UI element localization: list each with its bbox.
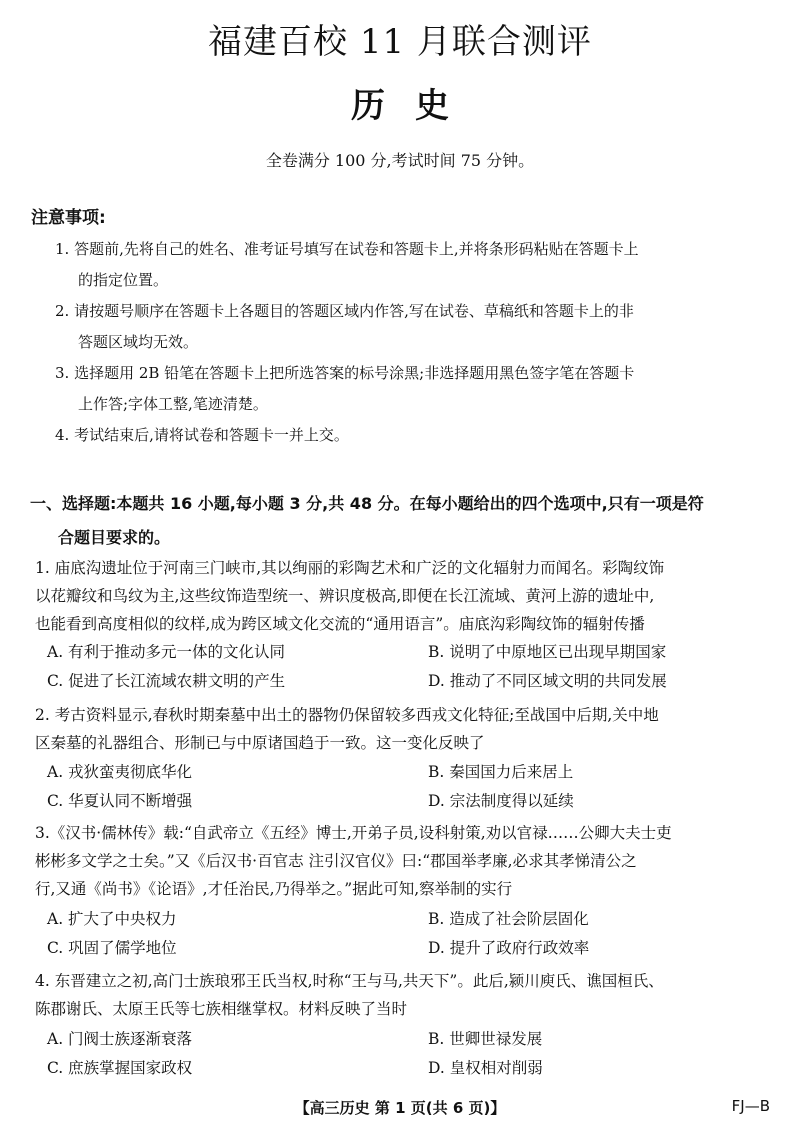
- notice-heading: 注意事项:: [31, 208, 106, 228]
- option-a: A. 门阀士族逐渐衰落: [47, 1030, 193, 1048]
- notice-item: [55, 420, 770, 451]
- stem-line: 以花瓣纹和鸟纹为主,这些纹饰造型统一、辨识度极高,即便在长江流域、黄河上游的遗址中,: [35, 587, 655, 605]
- notice-item: [55, 234, 770, 296]
- stem-line: 行,又通《尚书》《论语》,才任治民,乃得举之。”据此可知,察举制的实行: [35, 880, 513, 898]
- notice-line: 2. 请按题号顺序在答题卡上各题目的答题区域内作答,写在试卷、草稿纸和答题卡上的非: [55, 302, 634, 320]
- notice-line: 1. 答题前,先将自己的姓名、准考证号填写在试卷和答题卡上,并将条形码粘贴在答题卡上: [55, 240, 639, 258]
- option-c: C. 促进了长江流域农耕文明的产生: [47, 672, 286, 690]
- option-c: C. 华夏认同不断增强: [47, 792, 193, 810]
- stem-line: 也能看到高度相似的纹样,成为跨区域文化交流的“通用语言”。庙底沟彩陶纹饰的辐射传播: [35, 615, 645, 633]
- option-d: D. 皇权相对削弱: [428, 1059, 543, 1077]
- option-d: D. 推动了不同区域文明的共同发展: [428, 672, 667, 690]
- option-a: A. 有利于推动多元一体的文化认同: [47, 643, 286, 661]
- option-a: A. 戎狄蛮夷彻底华化: [47, 763, 193, 781]
- stem-line: 2. 考古资料显示,春秋时期秦墓中出土的器物仍保留较多西戎文化特征;至战国中后期,关中地: [35, 706, 659, 724]
- notice-line: 的指定位置。: [78, 271, 169, 289]
- notice-item: [55, 358, 770, 420]
- option-d: D. 宗法制度得以延续: [428, 792, 574, 810]
- question-2-options-row: [47, 787, 767, 815]
- stem-line: 3.《汉书·儒林传》载:“自武帝立《五经》博士,开弟子员,设科射策,劝以官禄……公卿大夫士吏: [35, 824, 672, 842]
- notice-line: 4. 考试结束后,请将试卷和答题卡一并上交。: [55, 426, 349, 444]
- score-time-line: 全卷满分 100 分,考试时间 75 分钟。: [265, 151, 535, 170]
- option-a: A. 扩大了中央权力: [47, 910, 177, 928]
- stem-line: 彬彬多文学之士矣。”又《后汉书·百官志 注引汉官仪》曰:“郡国举孝廉,必求其孝悌清公之: [35, 852, 637, 870]
- paper-code: FJ—B: [731, 1097, 770, 1115]
- question-1-options-row: [47, 667, 767, 695]
- exam-title: 福建百校 11 月联合测评: [208, 22, 592, 62]
- option-c: C. 庶族掌握国家政权: [47, 1059, 193, 1077]
- question-3-options-row: [47, 934, 767, 962]
- stem-line: 陈郡谢氏、太原王氏等七族相继掌权。材料反映了当时: [35, 1000, 408, 1018]
- notice-item: [55, 296, 770, 358]
- notice-line: 上作答;字体工整,笔迹清楚。: [78, 395, 268, 413]
- option-c: C. 巩固了儒学地位: [47, 939, 177, 957]
- section-line: 合题目要求的。: [58, 528, 171, 547]
- question-3-stem: [35, 819, 770, 903]
- question-2-options-row: [47, 758, 767, 786]
- question-3-options-row: [47, 905, 767, 933]
- question-4-options-row: [47, 1054, 767, 1082]
- option-d: D. 提升了政府行政效率: [428, 939, 590, 957]
- option-b: B. 秦国国力后来居上: [428, 763, 574, 781]
- stem-line: 4. 东晋建立之初,高门士族琅邪王氏当权,时称“王与马,共天下”。此后,颍川庾氏、谯国桓氏、: [35, 972, 664, 990]
- question-1-options-row: [47, 638, 767, 666]
- question-4-options-row: [47, 1025, 767, 1053]
- stem-line: 区秦墓的礼器组合、形制已与中原诸国趋于一致。这一变化反映了: [35, 734, 485, 752]
- option-b: B. 说明了中原地区已出现早期国家: [428, 643, 667, 661]
- notice-line: 答题区域均无效。: [78, 333, 199, 351]
- section-line: 一、选择题:本题共 16 小题,每小题 3 分,共 48 分。在每小题给出的四个选项中,只有一项是符: [30, 494, 704, 513]
- question-2-stem: [35, 701, 770, 757]
- option-b: B. 世卿世禄发展: [428, 1030, 543, 1048]
- subject-title: 历史: [351, 86, 479, 126]
- stem-line: 1. 庙底沟遗址位于河南三门峡市,其以绚丽的彩陶艺术和广泛的文化辐射力而闻名。彩陶纹饰: [35, 559, 665, 577]
- section-heading: [30, 487, 770, 555]
- question-4-stem: [35, 967, 770, 1023]
- page-footer: 【高三历史 第 1 页(共 6 页)】: [294, 1099, 506, 1117]
- question-1-stem: [35, 554, 770, 638]
- notice-line: 3. 选择题用 2B 铅笔在答题卡上把所选答案的标号涂黑;非选择题用黑色签字笔在答题卡: [55, 364, 635, 382]
- option-b: B. 造成了社会阶层固化: [428, 910, 589, 928]
